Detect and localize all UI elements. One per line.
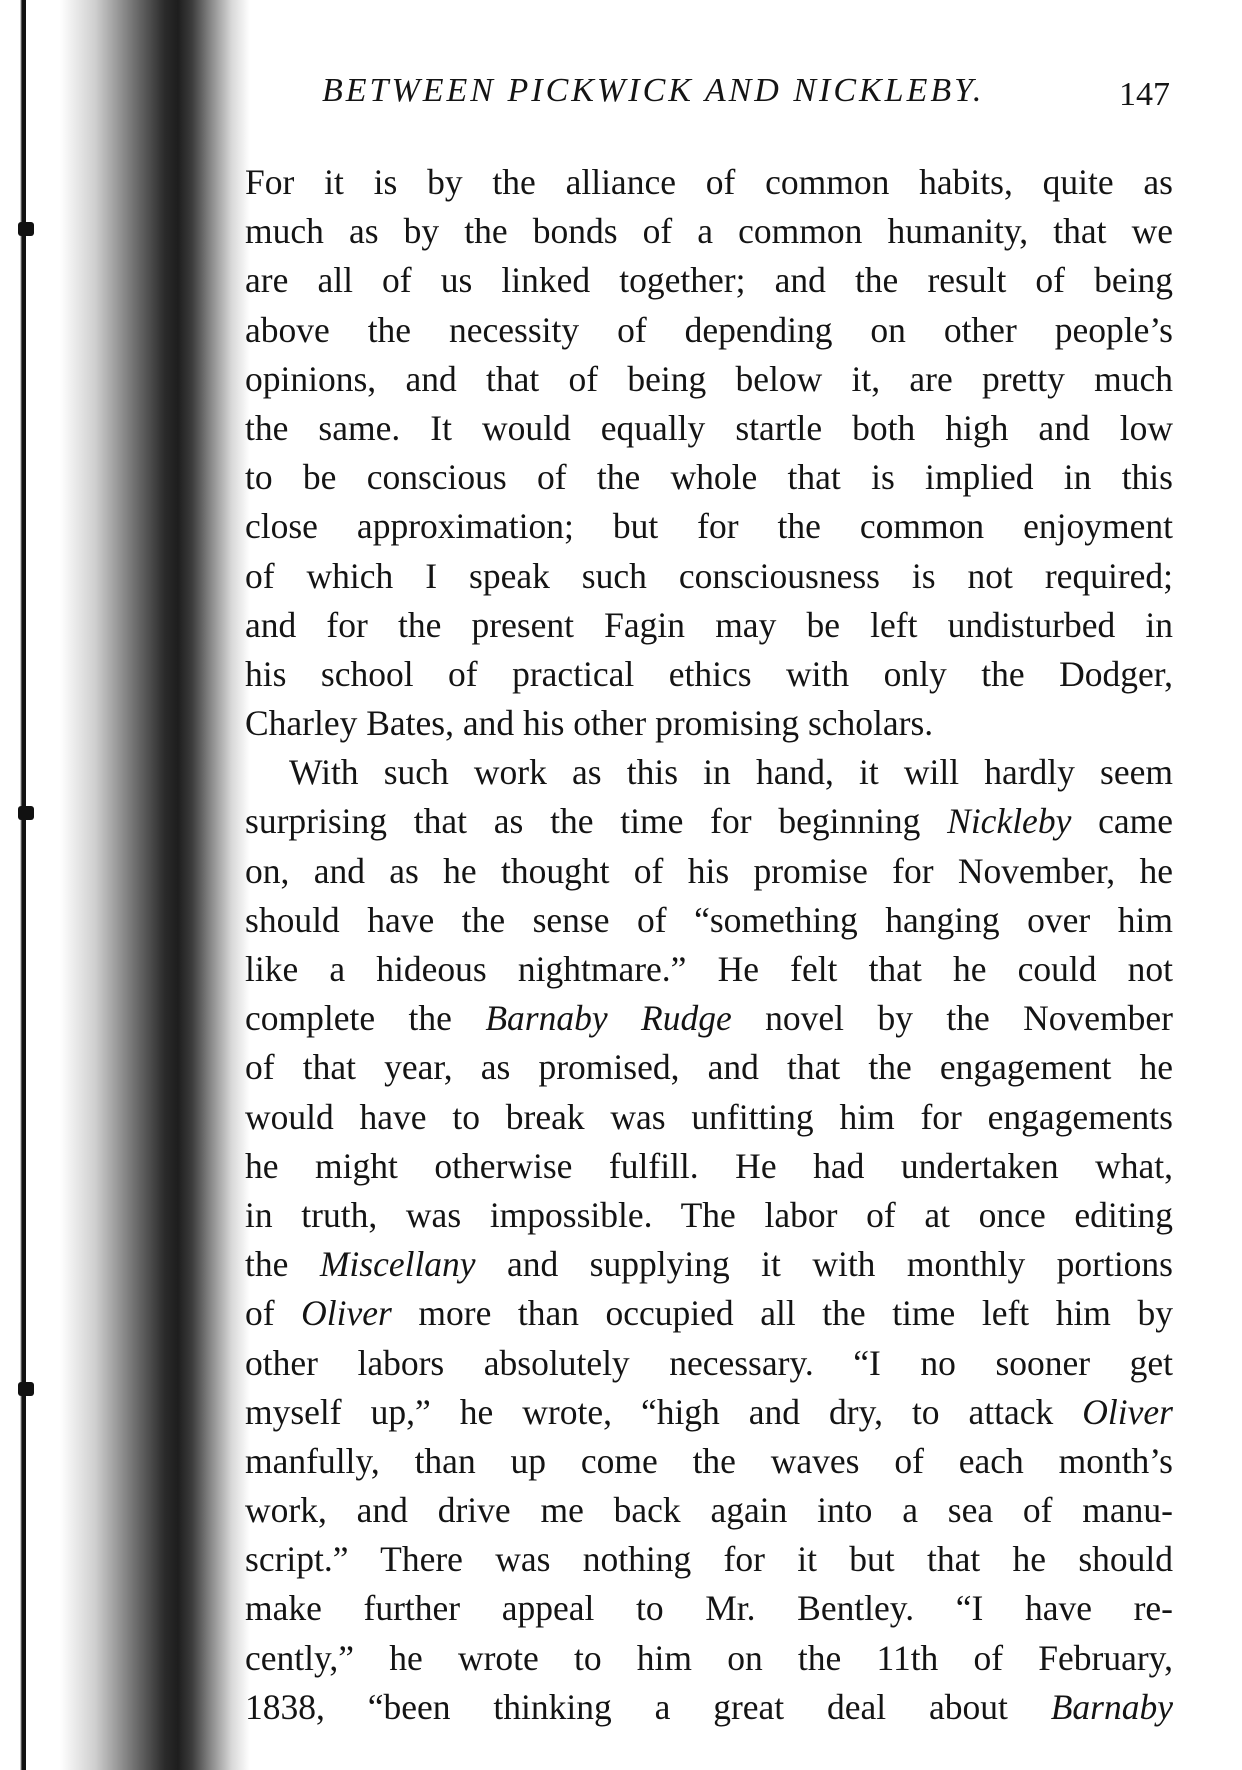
text-line: [245, 1043, 1173, 1092]
text-run: he might otherwise fulfill. He had undertaken what,: [245, 1145, 1173, 1186]
text-run: of which I speak such consciousness is not required;: [245, 555, 1173, 596]
running-title: BETWEEN PICKWICK AND NICKLEBY.: [322, 72, 985, 109]
text-run: 1838, “been thinking a great deal about: [245, 1686, 1051, 1727]
text-line: [245, 650, 1173, 699]
text-run: of that year, as promised, and that the engagement he: [245, 1047, 1173, 1088]
italic-title: Oliver: [301, 1293, 392, 1334]
text-line: [245, 453, 1173, 502]
text-line: [245, 1191, 1173, 1240]
text-run: other labors absolutely necessary. “I no sooner get: [245, 1342, 1173, 1383]
text-run: the same. It would equally startle both high and low: [245, 407, 1173, 448]
text-line: [245, 748, 1173, 797]
text-run: With such work as this in hand, it will hardly seem: [289, 752, 1173, 793]
text-run: myself up,” he wrote, “high and dry, to attack: [245, 1391, 1083, 1432]
text-run: cently,” he wrote to him on the 11th of February,: [245, 1637, 1173, 1678]
text-run: on, and as he thought of his promise for November, he: [245, 850, 1173, 891]
italic-title: Barnaby: [1050, 1686, 1173, 1727]
text-run: surprising that as the time for beginning: [245, 801, 948, 842]
italic-title: Barnaby Rudge: [485, 998, 732, 1039]
text-line: [245, 1683, 1173, 1732]
body-text: [245, 158, 1173, 1732]
binding-shadow: [0, 0, 250, 1770]
text-run: complete the: [245, 998, 486, 1039]
text-run: For it is by the alliance of common habits, quite as: [245, 162, 1173, 202]
text-run: work, and drive me back again into a sea of manu-: [245, 1490, 1173, 1531]
text-run: script.” There was nothing for it but that he should: [245, 1539, 1173, 1580]
italic-title: Nickleby: [947, 801, 1072, 842]
text-line: [245, 207, 1173, 256]
text-line: [245, 797, 1173, 846]
scan-edge-line: [22, 0, 26, 1770]
text-line: [245, 502, 1173, 551]
text-run: would have to break was unfitting him for engagements: [245, 1096, 1173, 1137]
text-line: [245, 1437, 1173, 1486]
text-line: [245, 1634, 1173, 1683]
scan-edge-mark: [18, 1382, 34, 1396]
text-run: his school of practical ethics with only the Dodger,: [245, 653, 1173, 694]
text-line: [245, 158, 1173, 207]
scan-edge-mark: [18, 222, 34, 236]
text-line: [245, 1289, 1173, 1338]
text-run: novel by the November: [731, 998, 1173, 1039]
text-line: [245, 699, 1173, 748]
text-line: [245, 896, 1173, 945]
text-run: make further appeal to Mr. Bentley. “I have re-: [245, 1588, 1173, 1629]
scan-edge-mark: [18, 806, 34, 820]
text-line: [245, 1535, 1173, 1584]
text-run: opinions, and that of being below it, are pretty much: [245, 358, 1173, 399]
text-run: should have the sense of “something hanging over him: [245, 899, 1173, 940]
text-line: [245, 1584, 1173, 1633]
page-number: 147: [1119, 76, 1170, 113]
text-line: [245, 1142, 1173, 1191]
text-run: Charley Bates, and his other promising scholars.: [245, 703, 934, 744]
text-run: close approximation; but for the common enjoyment: [245, 506, 1173, 547]
text-line: [245, 1486, 1173, 1535]
text-run: much as by the bonds of a common humanity, that we: [245, 211, 1173, 252]
text-run: came: [1071, 801, 1173, 842]
text-run: manfully, than up come the waves of each month’s: [245, 1440, 1173, 1481]
text-run: more than occupied all the time left him by: [391, 1293, 1173, 1334]
text-line: [245, 552, 1173, 601]
text-line: [245, 1093, 1173, 1142]
text-run: like a hideous nightmare.” He felt that he could not: [245, 949, 1173, 989]
text-line: [245, 306, 1173, 355]
text-run: and for the present Fagin may be left undisturbed in: [245, 604, 1173, 645]
page-header: [322, 72, 1170, 122]
text-run: above the necessity of depending on other people’s: [245, 309, 1173, 350]
text-run: in truth, was impossible. The labor of at once editing: [245, 1194, 1173, 1235]
text-line: [245, 994, 1173, 1043]
text-line: [245, 1339, 1173, 1388]
italic-title: Miscellany: [319, 1244, 476, 1285]
text-line: [245, 355, 1173, 404]
text-line: [245, 256, 1173, 305]
text-line: [245, 1240, 1173, 1289]
text-run: to be conscious of the whole that is implied in this: [245, 457, 1173, 498]
text-line: [245, 601, 1173, 650]
text-run: the: [245, 1244, 320, 1285]
text-run: of: [245, 1293, 302, 1334]
text-line: [245, 847, 1173, 896]
italic-title: Oliver: [1082, 1391, 1173, 1432]
text-run: are all of us linked together; and the result of being: [245, 260, 1173, 301]
text-line: [245, 404, 1173, 453]
text-line: [245, 945, 1173, 994]
text-run: and supplying it with monthly portions: [475, 1244, 1173, 1285]
text-line: [245, 1388, 1173, 1437]
